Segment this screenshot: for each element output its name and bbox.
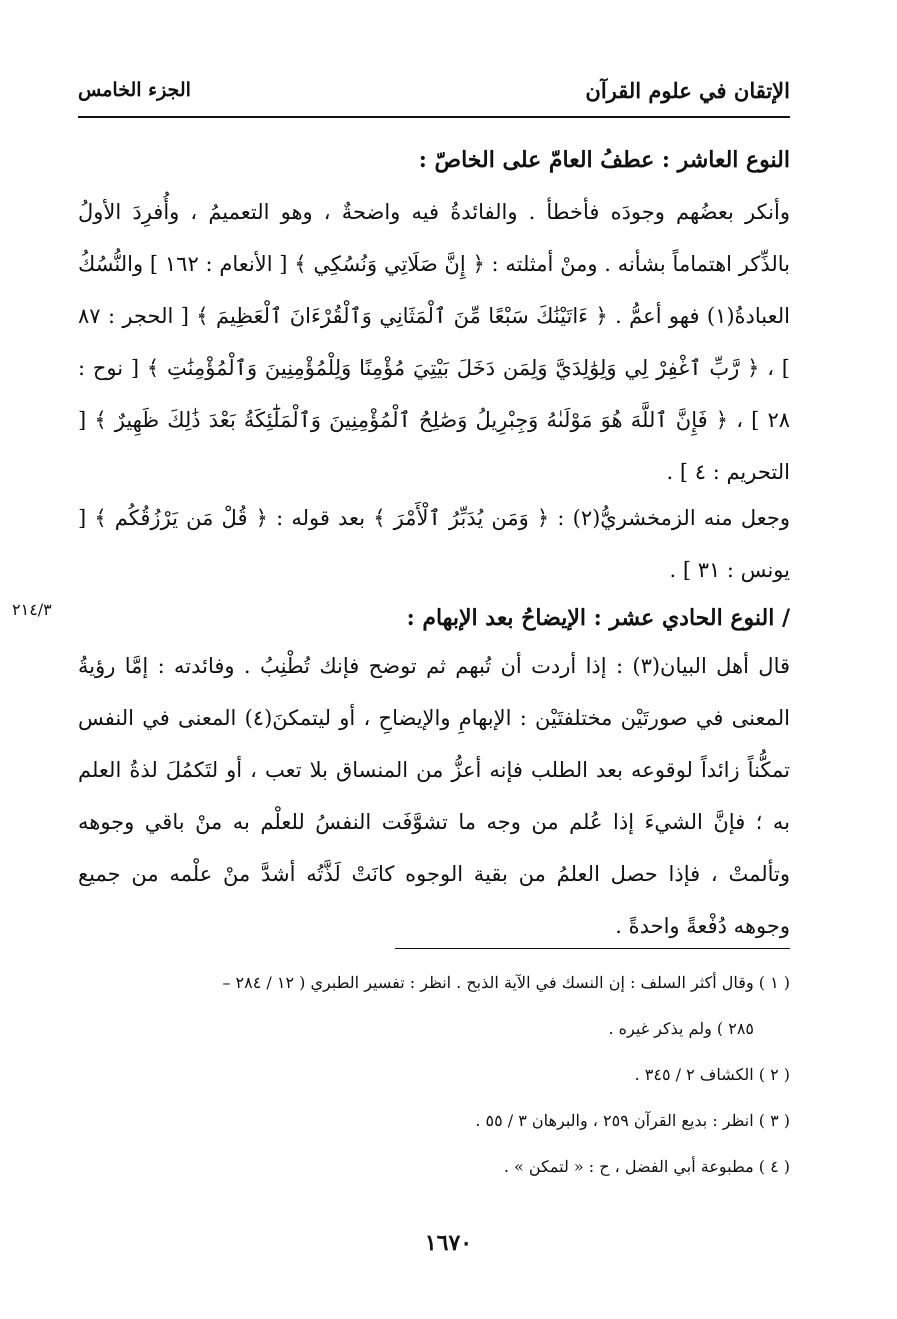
footnote-rule	[395, 948, 790, 949]
section-11-text: قال أهل البيان(٣) : إذا أردت أن تُبهم ثم توضح فإنك تُطْنِبُ . وفائدته : إمَّا رؤيةُ المعنى في صورتَيْن مختلفتَيْن : الإبهامِ والإيضاحِ ، أو ليتمكنَ(٤) المعنى في النفس تمكُّناً زائداً لوقوعه بعد الطلب فإنه أعزُّ من المنساق بلا تعب ، أو لتَكمُلَ لذةُ العلم به ؛ فإنَّ الشيءَ إذا عُلم من وجه ما تشوَّفَت النفسُ للعلْم به منْ باقي وجوهه وتألمتْ ، فإذا حصل العلمُ من بقية الوجوه كانَتْ لَذَّتُه أشدَّ منْ علْمه من جميع وجوهه دُفْعةً واحدةً .	[78, 654, 791, 938]
footnote-2: ( ٢ ) الكشاف ٢ / ٣٤٥ .	[634, 1065, 790, 1084]
book-title: الإتقان في علوم القرآن	[585, 77, 790, 103]
running-head	[78, 70, 790, 110]
margin-page-marker: ٢١٤/٣	[12, 600, 52, 619]
section-heading-11: / النوع الحادي عشر : الإيضاحُ بعد الإبهام :	[406, 605, 790, 631]
header-rule	[78, 116, 790, 118]
footnote-3: ( ٣ ) انظر : بديع القرآن ٢٥٩ ، والبرهان ٣ / ٥٥ .	[475, 1111, 790, 1130]
section-10-text: وأنكر بعضُهم وجودَه فأخطأ . والفائدةُ فيه واضحةٌ ، وهو التعميمُ ، وأُفرِدَ الأولُ بالذِّكر اهتماماً بشأنه . ومنْ أمثلته : ﴿ إِنَّ صَلَاتِي وَنُسُكِي ﴾ [ الأنعام : ١٦٢ ] والنُّسُكُ العبادةُ(١) فهو أعمُّ . ﴿ ءَاتَيْنَٰكَ سَبْعًا مِّنَ ٱلْمَثَانِي وَٱلْقُرْءَانَ ٱلْعَظِيمَ ﴾ [ الحجر : ٨٧ ] ، ﴿ رَّبِّ ٱغْفِرْ لِي وَلِوَٰلِدَيَّ وَلِمَن دَخَلَ بَيْتِيَ مُؤْمِنًا وَلِلْمُؤْمِنِينَ وَٱلْمُؤْمِنَٰتِ ﴾ [ نوح : ٢٨ ] ، ﴿ فَإِنَّ ٱللَّهَ هُوَ مَوْلَىٰهُ وَجِبْرِيلُ وَصَٰلِحُ ٱلْمُؤْمِنِينَ وَٱلْمَلَٰٓئِكَةُ بَعْدَ ذَٰلِكَ ظَهِيرٌ ﴾ [ التحريم : ٤ ] .	[78, 200, 791, 484]
section-10-text-2: وجعل منه الزمخشريُّ(٢) : ﴿ وَمَن يُدَبِّرُ ٱلْأَمْرَ ﴾ بعد قوله : ﴿ قُلْ مَن يَرْزُقُكُم ﴾ [ يونس : ٣١ ] .	[78, 506, 790, 582]
footnote-1-continued: ٢٨٥ ) ولم يذكر غيره .	[608, 1019, 754, 1038]
footnote-4: ( ٤ ) مطبوعة أبي الفضل ، ح : « لتمكن » .	[503, 1157, 790, 1176]
part-label: الجزء الخامس	[78, 79, 191, 101]
page-number: ١٦٧٠	[424, 1230, 473, 1256]
footnotes	[78, 960, 790, 1190]
footnote-1: ( ١ ) وقال أكثر السلف : إن النسك في الآية الذبح . انظر : تفسير الطبري ( ١٢ / ٢٨٤ –	[222, 973, 790, 992]
section-heading-10: النوع العاشر : عطفُ العامّ على الخاصّ :	[418, 147, 790, 173]
